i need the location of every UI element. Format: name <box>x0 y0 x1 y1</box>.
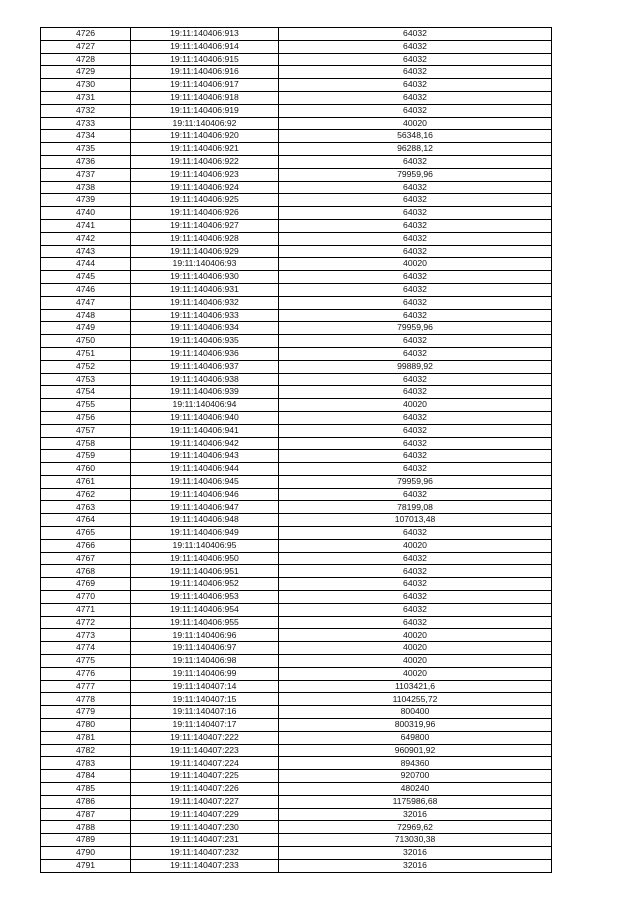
value-cell: 64032 <box>279 527 552 540</box>
row-number-cell: 4790 <box>41 847 131 860</box>
value-cell: 78199,08 <box>279 501 552 514</box>
cadastral-number-cell: 19:11:140406:97 <box>131 642 279 655</box>
cadastral-number-cell: 19:11:140406:96 <box>131 629 279 642</box>
row-number-cell: 4789 <box>41 834 131 847</box>
cadastral-number-cell: 19:11:140406:94 <box>131 399 279 412</box>
cadastral-number-cell: 19:11:140406:924 <box>131 181 279 194</box>
cadastral-number-cell: 19:11:140407:233 <box>131 859 279 872</box>
value-cell: 56348,16 <box>279 130 552 143</box>
cadastral-number-cell: 19:11:140406:923 <box>131 168 279 181</box>
value-cell: 40020 <box>279 655 552 668</box>
table-row <box>41 53 552 66</box>
value-cell: 713030,38 <box>279 834 552 847</box>
table-row <box>41 770 552 783</box>
table-row <box>41 296 552 309</box>
cadastral-number-cell: 19:11:140406:950 <box>131 552 279 565</box>
row-number-cell: 4749 <box>41 322 131 335</box>
row-number-cell: 4780 <box>41 719 131 732</box>
cadastral-number-cell: 19:11:140407:16 <box>131 706 279 719</box>
cadastral-number-cell: 19:11:140407:232 <box>131 847 279 860</box>
value-cell: 40020 <box>279 629 552 642</box>
value-cell: 40020 <box>279 117 552 130</box>
value-cell: 64032 <box>279 232 552 245</box>
row-number-cell: 4745 <box>41 271 131 284</box>
value-cell: 64032 <box>279 283 552 296</box>
value-cell: 64032 <box>279 104 552 117</box>
value-cell: 64032 <box>279 450 552 463</box>
table-row <box>41 91 552 104</box>
table-row <box>41 360 552 373</box>
cadastral-number-cell: 19:11:140407:231 <box>131 834 279 847</box>
row-number-cell: 4787 <box>41 808 131 821</box>
cadastral-number-cell: 19:11:140406:928 <box>131 232 279 245</box>
row-number-cell: 4788 <box>41 821 131 834</box>
row-number-cell: 4760 <box>41 463 131 476</box>
data-table <box>40 27 552 873</box>
cadastral-number-cell: 19:11:140406:927 <box>131 219 279 232</box>
table-row <box>41 181 552 194</box>
value-cell: 64032 <box>279 552 552 565</box>
cadastral-number-cell: 19:11:140406:914 <box>131 40 279 53</box>
table-row <box>41 616 552 629</box>
cadastral-number-cell: 19:11:140406:949 <box>131 527 279 540</box>
table-row <box>41 527 552 540</box>
row-number-cell: 4769 <box>41 578 131 591</box>
cadastral-number-cell: 19:11:140407:229 <box>131 808 279 821</box>
table-row <box>41 79 552 92</box>
table-row <box>41 463 552 476</box>
table-row <box>41 245 552 258</box>
cadastral-number-cell: 19:11:140406:918 <box>131 91 279 104</box>
table-body <box>41 28 552 873</box>
value-cell: 64032 <box>279 386 552 399</box>
row-number-cell: 4784 <box>41 770 131 783</box>
value-cell: 40020 <box>279 539 552 552</box>
value-cell: 64032 <box>279 155 552 168</box>
table-row <box>41 322 552 335</box>
table-row <box>41 552 552 565</box>
cadastral-number-cell: 19:11:140406:945 <box>131 475 279 488</box>
table-row <box>41 66 552 79</box>
cadastral-number-cell: 19:11:140407:230 <box>131 821 279 834</box>
value-cell: 64032 <box>279 603 552 616</box>
cadastral-number-cell: 19:11:140407:223 <box>131 744 279 757</box>
table-row <box>41 207 552 220</box>
cadastral-number-cell: 19:11:140406:93 <box>131 258 279 271</box>
cadastral-number-cell: 19:11:140406:942 <box>131 437 279 450</box>
table-row <box>41 386 552 399</box>
row-number-cell: 4748 <box>41 309 131 322</box>
table-row <box>41 424 552 437</box>
cadastral-number-cell: 19:11:140406:951 <box>131 565 279 578</box>
cadastral-number-cell: 19:11:140406:948 <box>131 514 279 527</box>
table-row <box>41 335 552 348</box>
value-cell: 800400 <box>279 706 552 719</box>
table-row <box>41 757 552 770</box>
value-cell: 40020 <box>279 642 552 655</box>
table-row <box>41 194 552 207</box>
cadastral-number-cell: 19:11:140406:925 <box>131 194 279 207</box>
cadastral-number-cell: 19:11:140406:932 <box>131 296 279 309</box>
row-number-cell: 4772 <box>41 616 131 629</box>
table-row <box>41 744 552 757</box>
row-number-cell: 4742 <box>41 232 131 245</box>
value-cell: 32016 <box>279 808 552 821</box>
value-cell: 64032 <box>279 207 552 220</box>
row-number-cell: 4775 <box>41 655 131 668</box>
value-cell: 64032 <box>279 194 552 207</box>
table-row <box>41 859 552 872</box>
table-row <box>41 808 552 821</box>
table-row <box>41 655 552 668</box>
table-row <box>41 143 552 156</box>
cadastral-number-cell: 19:11:140407:227 <box>131 795 279 808</box>
table-row <box>41 642 552 655</box>
row-number-cell: 4729 <box>41 66 131 79</box>
row-number-cell: 4767 <box>41 552 131 565</box>
table-row <box>41 693 552 706</box>
cadastral-number-cell: 19:11:140406:941 <box>131 424 279 437</box>
table-row <box>41 373 552 386</box>
cadastral-number-cell: 19:11:140406:929 <box>131 245 279 258</box>
cadastral-number-cell: 19:11:140406:98 <box>131 655 279 668</box>
cadastral-number-cell: 19:11:140406:939 <box>131 386 279 399</box>
cadastral-number-cell: 19:11:140406:919 <box>131 104 279 117</box>
row-number-cell: 4747 <box>41 296 131 309</box>
row-number-cell: 4778 <box>41 693 131 706</box>
table-row <box>41 719 552 732</box>
value-cell: 960901,92 <box>279 744 552 757</box>
value-cell: 1175986,68 <box>279 795 552 808</box>
cadastral-number-cell: 19:11:140406:920 <box>131 130 279 143</box>
row-number-cell: 4755 <box>41 399 131 412</box>
cadastral-number-cell: 19:11:140406:940 <box>131 411 279 424</box>
value-cell: 99889,92 <box>279 360 552 373</box>
value-cell: 64032 <box>279 219 552 232</box>
row-number-cell: 4736 <box>41 155 131 168</box>
cadastral-number-cell: 19:11:140407:225 <box>131 770 279 783</box>
table-row <box>41 28 552 41</box>
table-row <box>41 437 552 450</box>
value-cell: 40020 <box>279 667 552 680</box>
value-cell: 64032 <box>279 79 552 92</box>
table-row <box>41 680 552 693</box>
table-row <box>41 783 552 796</box>
table-row <box>41 706 552 719</box>
row-number-cell: 4786 <box>41 795 131 808</box>
row-number-cell: 4743 <box>41 245 131 258</box>
value-cell: 64032 <box>279 296 552 309</box>
value-cell: 64032 <box>279 411 552 424</box>
value-cell: 64032 <box>279 40 552 53</box>
cadastral-number-cell: 19:11:140406:921 <box>131 143 279 156</box>
row-number-cell: 4757 <box>41 424 131 437</box>
table-row <box>41 847 552 860</box>
value-cell: 894360 <box>279 757 552 770</box>
row-number-cell: 4730 <box>41 79 131 92</box>
value-cell: 40020 <box>279 258 552 271</box>
cadastral-number-cell: 19:11:140406:952 <box>131 578 279 591</box>
cadastral-number-cell: 19:11:140407:17 <box>131 719 279 732</box>
row-number-cell: 4766 <box>41 539 131 552</box>
row-number-cell: 4791 <box>41 859 131 872</box>
cadastral-number-cell: 19:11:140406:954 <box>131 603 279 616</box>
cadastral-number-cell: 19:11:140406:946 <box>131 488 279 501</box>
table-row <box>41 539 552 552</box>
row-number-cell: 4783 <box>41 757 131 770</box>
table-row <box>41 168 552 181</box>
table-row <box>41 271 552 284</box>
table-row <box>41 514 552 527</box>
table-row <box>41 399 552 412</box>
row-number-cell: 4751 <box>41 347 131 360</box>
row-number-cell: 4762 <box>41 488 131 501</box>
row-number-cell: 4746 <box>41 283 131 296</box>
cadastral-number-cell: 19:11:140406:953 <box>131 591 279 604</box>
value-cell: 1103421,6 <box>279 680 552 693</box>
value-cell: 649800 <box>279 731 552 744</box>
row-number-cell: 4741 <box>41 219 131 232</box>
value-cell: 64032 <box>279 424 552 437</box>
value-cell: 64032 <box>279 66 552 79</box>
row-number-cell: 4779 <box>41 706 131 719</box>
cadastral-number-cell: 19:11:140406:947 <box>131 501 279 514</box>
value-cell: 64032 <box>279 53 552 66</box>
value-cell: 64032 <box>279 437 552 450</box>
row-number-cell: 4777 <box>41 680 131 693</box>
table-row <box>41 629 552 642</box>
row-number-cell: 4740 <box>41 207 131 220</box>
row-number-cell: 4731 <box>41 91 131 104</box>
cadastral-number-cell: 19:11:140407:14 <box>131 680 279 693</box>
row-number-cell: 4733 <box>41 117 131 130</box>
cadastral-number-cell: 19:11:140406:935 <box>131 335 279 348</box>
cadastral-number-cell: 19:11:140407:224 <box>131 757 279 770</box>
table-row <box>41 130 552 143</box>
table-row <box>41 795 552 808</box>
table-row <box>41 411 552 424</box>
value-cell: 64032 <box>279 565 552 578</box>
value-cell: 32016 <box>279 847 552 860</box>
table-row <box>41 821 552 834</box>
value-cell: 64032 <box>279 591 552 604</box>
row-number-cell: 4770 <box>41 591 131 604</box>
row-number-cell: 4768 <box>41 565 131 578</box>
cadastral-number-cell: 19:11:140406:99 <box>131 667 279 680</box>
value-cell: 64032 <box>279 309 552 322</box>
row-number-cell: 4782 <box>41 744 131 757</box>
value-cell: 920700 <box>279 770 552 783</box>
row-number-cell: 4738 <box>41 181 131 194</box>
table-row <box>41 309 552 322</box>
row-number-cell: 4732 <box>41 104 131 117</box>
row-number-cell: 4761 <box>41 475 131 488</box>
value-cell: 40020 <box>279 399 552 412</box>
value-cell: 64032 <box>279 347 552 360</box>
table-row <box>41 40 552 53</box>
table-row <box>41 219 552 232</box>
row-number-cell: 4727 <box>41 40 131 53</box>
row-number-cell: 4737 <box>41 168 131 181</box>
value-cell: 64032 <box>279 335 552 348</box>
row-number-cell: 4735 <box>41 143 131 156</box>
table-row <box>41 578 552 591</box>
row-number-cell: 4756 <box>41 411 131 424</box>
table-row <box>41 283 552 296</box>
cadastral-number-cell: 19:11:140406:95 <box>131 539 279 552</box>
value-cell: 800319,96 <box>279 719 552 732</box>
table-row <box>41 667 552 680</box>
row-number-cell: 4771 <box>41 603 131 616</box>
cadastral-number-cell: 19:11:140406:934 <box>131 322 279 335</box>
value-cell: 64032 <box>279 488 552 501</box>
table-row <box>41 565 552 578</box>
cadastral-number-cell: 19:11:140406:944 <box>131 463 279 476</box>
row-number-cell: 4744 <box>41 258 131 271</box>
cadastral-number-cell: 19:11:140407:226 <box>131 783 279 796</box>
row-number-cell: 4759 <box>41 450 131 463</box>
cadastral-number-cell: 19:11:140406:933 <box>131 309 279 322</box>
row-number-cell: 4763 <box>41 501 131 514</box>
row-number-cell: 4776 <box>41 667 131 680</box>
row-number-cell: 4726 <box>41 28 131 41</box>
value-cell: 64032 <box>279 271 552 284</box>
table-row <box>41 232 552 245</box>
value-cell: 32016 <box>279 859 552 872</box>
row-number-cell: 4758 <box>41 437 131 450</box>
table-row <box>41 731 552 744</box>
cadastral-number-cell: 19:11:140406:943 <box>131 450 279 463</box>
value-cell: 1104255,72 <box>279 693 552 706</box>
table-row <box>41 104 552 117</box>
table-row <box>41 347 552 360</box>
table-row <box>41 603 552 616</box>
row-number-cell: 4752 <box>41 360 131 373</box>
value-cell: 64032 <box>279 373 552 386</box>
cadastral-number-cell: 19:11:140406:937 <box>131 360 279 373</box>
cadastral-number-cell: 19:11:140406:916 <box>131 66 279 79</box>
table-row <box>41 450 552 463</box>
cadastral-number-cell: 19:11:140407:222 <box>131 731 279 744</box>
cadastral-number-cell: 19:11:140406:917 <box>131 79 279 92</box>
value-cell: 64032 <box>279 181 552 194</box>
table-row <box>41 258 552 271</box>
value-cell: 79959,96 <box>279 322 552 335</box>
value-cell: 64032 <box>279 245 552 258</box>
row-number-cell: 4753 <box>41 373 131 386</box>
table-row <box>41 155 552 168</box>
cadastral-number-cell: 19:11:140406:915 <box>131 53 279 66</box>
table-row <box>41 475 552 488</box>
row-number-cell: 4774 <box>41 642 131 655</box>
cadastral-number-cell: 19:11:140406:92 <box>131 117 279 130</box>
cadastral-number-cell: 19:11:140406:938 <box>131 373 279 386</box>
value-cell: 107013,48 <box>279 514 552 527</box>
row-number-cell: 4734 <box>41 130 131 143</box>
value-cell: 64032 <box>279 91 552 104</box>
cadastral-number-cell: 19:11:140406:931 <box>131 283 279 296</box>
value-cell: 64032 <box>279 578 552 591</box>
value-cell: 64032 <box>279 28 552 41</box>
cadastral-number-cell: 19:11:140406:913 <box>131 28 279 41</box>
row-number-cell: 4765 <box>41 527 131 540</box>
row-number-cell: 4785 <box>41 783 131 796</box>
row-number-cell: 4754 <box>41 386 131 399</box>
cadastral-number-cell: 19:11:140407:15 <box>131 693 279 706</box>
value-cell: 79959,96 <box>279 168 552 181</box>
row-number-cell: 4764 <box>41 514 131 527</box>
value-cell: 79959,96 <box>279 475 552 488</box>
table-row <box>41 591 552 604</box>
cadastral-number-cell: 19:11:140406:936 <box>131 347 279 360</box>
table-row <box>41 834 552 847</box>
value-cell: 64032 <box>279 616 552 629</box>
row-number-cell: 4728 <box>41 53 131 66</box>
cadastral-number-cell: 19:11:140406:930 <box>131 271 279 284</box>
value-cell: 96288,12 <box>279 143 552 156</box>
cadastral-number-cell: 19:11:140406:922 <box>131 155 279 168</box>
row-number-cell: 4739 <box>41 194 131 207</box>
table-row <box>41 117 552 130</box>
table-row <box>41 488 552 501</box>
value-cell: 64032 <box>279 463 552 476</box>
cadastral-number-cell: 19:11:140406:926 <box>131 207 279 220</box>
row-number-cell: 4773 <box>41 629 131 642</box>
row-number-cell: 4781 <box>41 731 131 744</box>
row-number-cell: 4750 <box>41 335 131 348</box>
table-row <box>41 501 552 514</box>
cadastral-number-cell: 19:11:140406:955 <box>131 616 279 629</box>
value-cell: 72969,62 <box>279 821 552 834</box>
value-cell: 480240 <box>279 783 552 796</box>
